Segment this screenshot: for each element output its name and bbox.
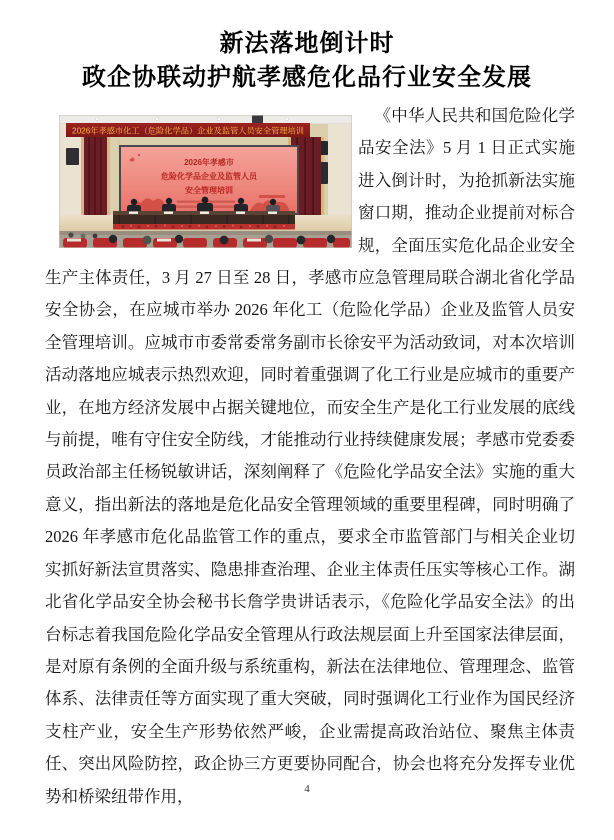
article-title-line2: 政企协联动护航孝感危化品行业安全发展 <box>82 65 532 91</box>
audience-area <box>59 231 352 248</box>
page-number: 4 <box>304 783 310 795</box>
projector <box>252 115 263 123</box>
article-title-line1: 新法落地倒计时 <box>219 31 395 57</box>
article-paragraph: 《中华人民共和国危险化学品安全法》5 月 1 日正式实施进入倒计时，为抢抓新法实施窗口期，推动企业提前对标合规，全面压实危化品企业安全生产主体责任，3 月 27 日至 28 日，孝感市应急管理局联合湖北省化学品安全协会，在应城市举办 2026 年化工（危险化学品）企业及监管人员安全管理培训。应城市市委常委常务副市长徐安平为活动致词，对本次培训活动落地应城表示热烈欢迎，同时着重强调了化工行业是应城市的重要产业，在地方经济发展中占据关键地位，而安全生产是化工行业发展的底线与前提，唯有守住安全防线，才能推动行业持续健康发展；孝感市党委委员政治部主任杨锐敏讲话，深刻阐释了《危险化学品安全法》实施的重大意义，指出新法的落地是危化品安全管理领域的重要里程碑，同时明确了 2026 年孝感市危化品监管工作的重点，要求全市监管部门与相关企业切实抓好新法宣贯落实、隐患排查治理、企业主体责任压实等核心工作。湖北省化学品安全协会秘书长詹学贵讲话表示，《危险化学品安全法》的出台标志着我国危险化学品安全管理从行政法规层面上升至国家法律层面，是对原有条例的全面升级与系统重构，新法在法律地位、管理理念、监管体系、法律责任等方面实现了重大突破，同时强调化工行业作为国民经济支柱产业，安全生产形势依然严峻，企业需提高政治站位、聚焦主体责任、突出风险防控，政企协三方更要协同配合，协会也将充分发挥专业优势和桥梁纽带作用， <box>45 106 575 806</box>
screen-title-line3: 安全管理培训 <box>185 186 233 195</box>
conference-photo <box>59 115 352 248</box>
stage-banner <box>66 123 310 137</box>
audience-chairs <box>63 238 350 248</box>
conference-photo-graphic <box>59 115 352 248</box>
screen-title-line1: 2026年孝感市 <box>184 158 234 167</box>
screen-title-line2: 危险化学品企业及监管人员 <box>161 172 257 181</box>
ceiling <box>59 115 352 124</box>
article-body <box>45 95 575 813</box>
banner-text: 2026年孝感市化工（危险化学品）企业及监管人员安全管理培训 <box>72 126 298 136</box>
stage-flower-band <box>113 224 295 230</box>
head-table-front <box>113 215 295 224</box>
